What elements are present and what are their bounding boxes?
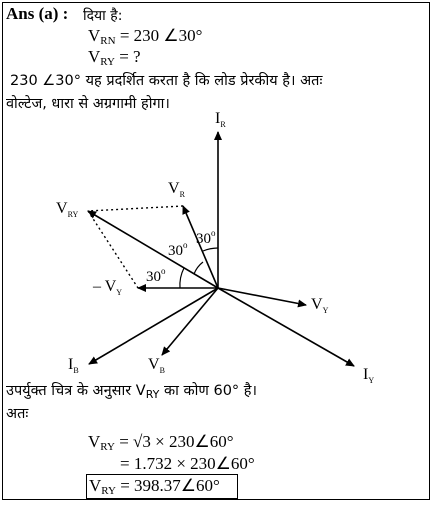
angle-label-3: 30$^o$ xyxy=(146,266,166,285)
angle-label-2: 30$^o$ xyxy=(168,240,188,259)
label-vb: $V_B$ xyxy=(148,356,165,375)
para-line-1: 230 ∠30° यह प्रदर्शित करता है कि लोड प्रेरकीय है। अतः xyxy=(10,73,323,89)
label-iy: $I_Y$ xyxy=(363,366,375,385)
angle-label-1: 30$^o$ xyxy=(196,228,216,247)
dotted-vr-to-vry xyxy=(88,206,183,211)
result-eq-3: $V_{RY}$ = 398.37∠60° xyxy=(89,476,220,497)
label-ir: $I_R$ xyxy=(215,110,226,129)
answer-label: Ans (a) : xyxy=(6,4,69,23)
vy-phasor xyxy=(218,288,306,305)
para-line-2: वोल्टेज, धारा से अग्रगामी होगा। xyxy=(6,96,170,112)
iy-phasor xyxy=(218,288,354,366)
given-label: दिया है: xyxy=(83,8,123,24)
given-vrn: $V_{RN} = 230$ ∠30° xyxy=(88,26,203,47)
given-vry: $V_{RY}$ = ? xyxy=(88,47,141,68)
label-vry: $V_{RY}$ xyxy=(56,200,79,219)
vb-phasor xyxy=(162,288,218,355)
label-vr: $V_R$ xyxy=(168,180,185,199)
dotted-vry-to-negvy xyxy=(88,211,138,288)
conclusion-line-2: अतः xyxy=(6,406,29,422)
angle-arc-3 xyxy=(180,268,184,288)
result-eq-2: = 1.732 × 230∠60° xyxy=(120,454,255,473)
label-vy: $V_Y$ xyxy=(311,296,329,315)
label-ib: $I_B$ xyxy=(68,356,79,375)
ib-phasor xyxy=(89,288,218,364)
label-neg-vy: – $V_Y$ xyxy=(93,278,123,297)
result-eq-1: $V_{RY} = √3$ × 230∠60° xyxy=(88,432,234,453)
conclusion-line-1: उपर्युक्त चित्र के अनुसार $V_{RY}$ का कोण 60° है। xyxy=(6,383,257,401)
angle-arc-2 xyxy=(194,262,203,274)
angle-arc-1 xyxy=(203,248,218,251)
